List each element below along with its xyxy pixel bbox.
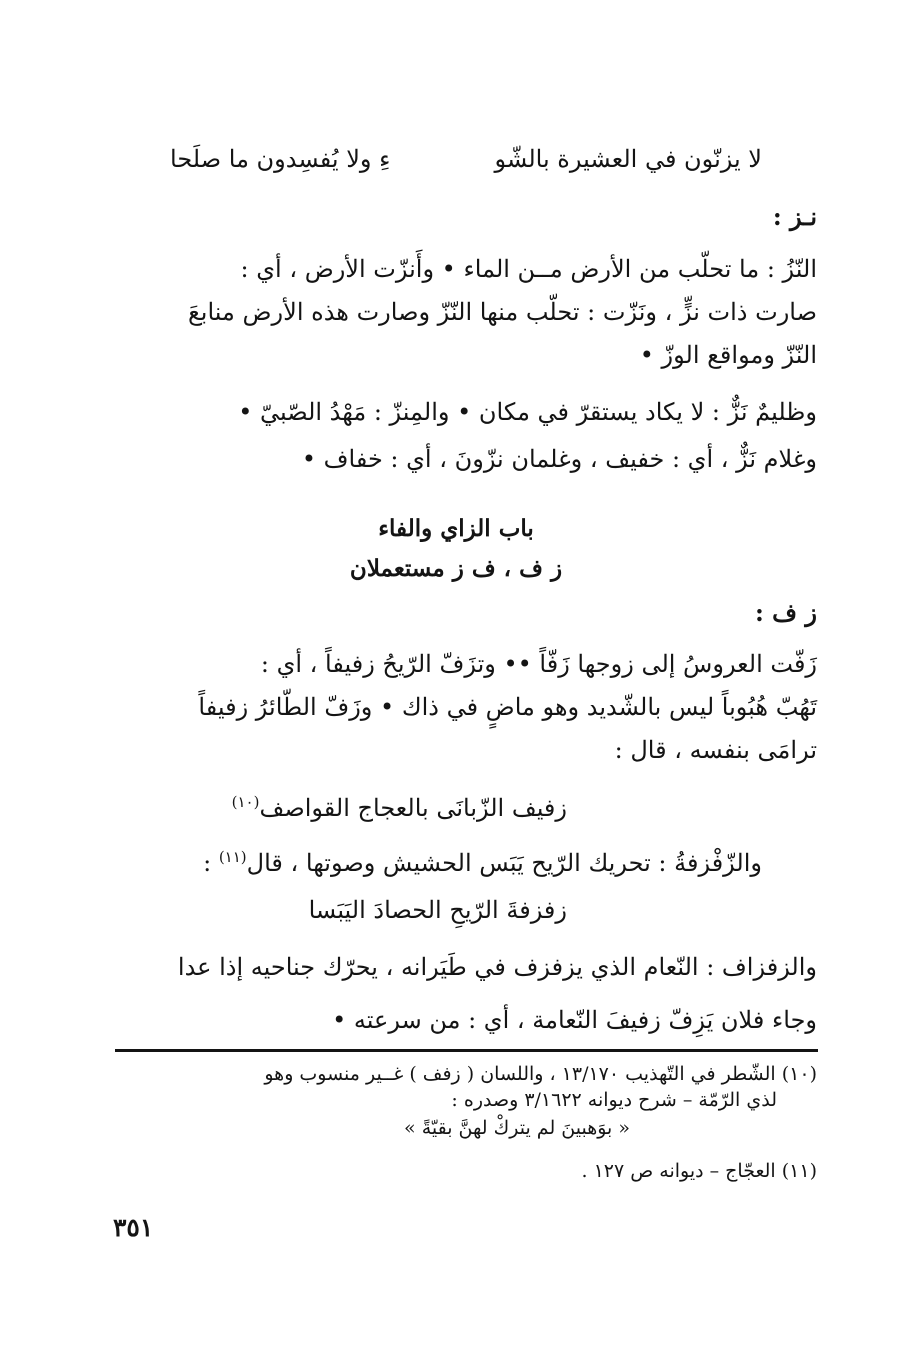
footnote-line: « بوَهبينَ لم يتركْ لهنَّ بقيّةً »	[404, 1117, 630, 1139]
paragraph-line: وغلام نَزٌّ ، أي : خفيف ، وغلمان نزّونَ ، أي : خفاف •	[301, 445, 817, 473]
entry-label-zf: ز ف :	[754, 598, 817, 627]
footnote-divider	[115, 1049, 818, 1052]
verse-first-hemistich: لا يزنّون في العشيرة بالشّو	[494, 145, 762, 173]
paragraph-line: تَهُبّ هُبُوباً ليس بالشّديد وهو ماضٍ في ذاك • وزَفّ الطّائرُ زفيفاً	[198, 693, 817, 721]
paragraph-line: النّزّ ومواقع الوزّ •	[639, 341, 817, 369]
entry-label-nz: نـز :	[772, 202, 817, 231]
paragraph-line: والزفزاف : النّعام الذي يزفزف في طَيَرانه ، يحرّك جناحيه إذا عدا	[177, 953, 817, 981]
quoted-verse-text: زفيف الزّبانَى بالعجاج القواصف	[259, 794, 567, 822]
paragraph-line: زَفّت العروسُ إلى زوجها زَفّاً •• وتزَفّ الرّيحُ زفيفاً ، أي :	[260, 650, 817, 678]
paragraph-text: والزّفْزفةُ : تحريك الرّيح يَبَس الحشيش وصوتها ، قال	[246, 849, 762, 877]
chapter-subtitle: ز ف ، ف ز مستعملان	[349, 555, 563, 582]
paragraph-text: :	[203, 849, 212, 877]
paragraph-line: وجاء فلان يَزِفّ زفيفَ النّعامة ، أي : من سرعته •	[332, 1006, 817, 1034]
paragraph-line: صارت ذات نزٍّ ، ونَزّت : تحلّب منها النّزّ وصارت هذه الأرض منابعَ	[188, 298, 817, 326]
footnote-ref: (١١)	[218, 848, 247, 866]
paragraph-line: ترامَى بنفسه ، قال :	[614, 736, 817, 764]
quoted-verse: زفزفةَ الرّيحِ الحصادَ اليَبَسا	[308, 896, 567, 924]
page-number: ٣٥١	[113, 1213, 154, 1242]
quoted-verse	[232, 785, 567, 825]
footnote-line: (١٠) الشّطر في التّهذيب ١٣/١٧٠ ، واللسان ( زفف ) غــير منسوب وهو	[264, 1063, 817, 1085]
footnote-line: لذي الرّمّة – شرح ديوانه ٣/١٦٢٢ وصدره :	[451, 1089, 777, 1111]
footnote-ref: (١٠)	[231, 793, 260, 811]
verse-second-hemistich: ءِ ولا يُفسِدون ما صلَحا	[170, 145, 391, 173]
footnote-line: (١١) العجّاج – ديوانه ص ١٢٧ .	[581, 1160, 817, 1182]
paragraph-line	[203, 840, 762, 880]
paragraph-line: النّزُ : ما تحلّب من الأرض مــن الماء • وأَنزّت الأرض ، أي :	[240, 255, 817, 283]
chapter-title: باب الزاي والفاء	[378, 515, 534, 542]
paragraph-line: وظليمٌ نَزٌّ : لا يكاد يستقرّ في مكان • والمِنزّ : مَهْدُ الصّبيّ •	[238, 398, 817, 426]
